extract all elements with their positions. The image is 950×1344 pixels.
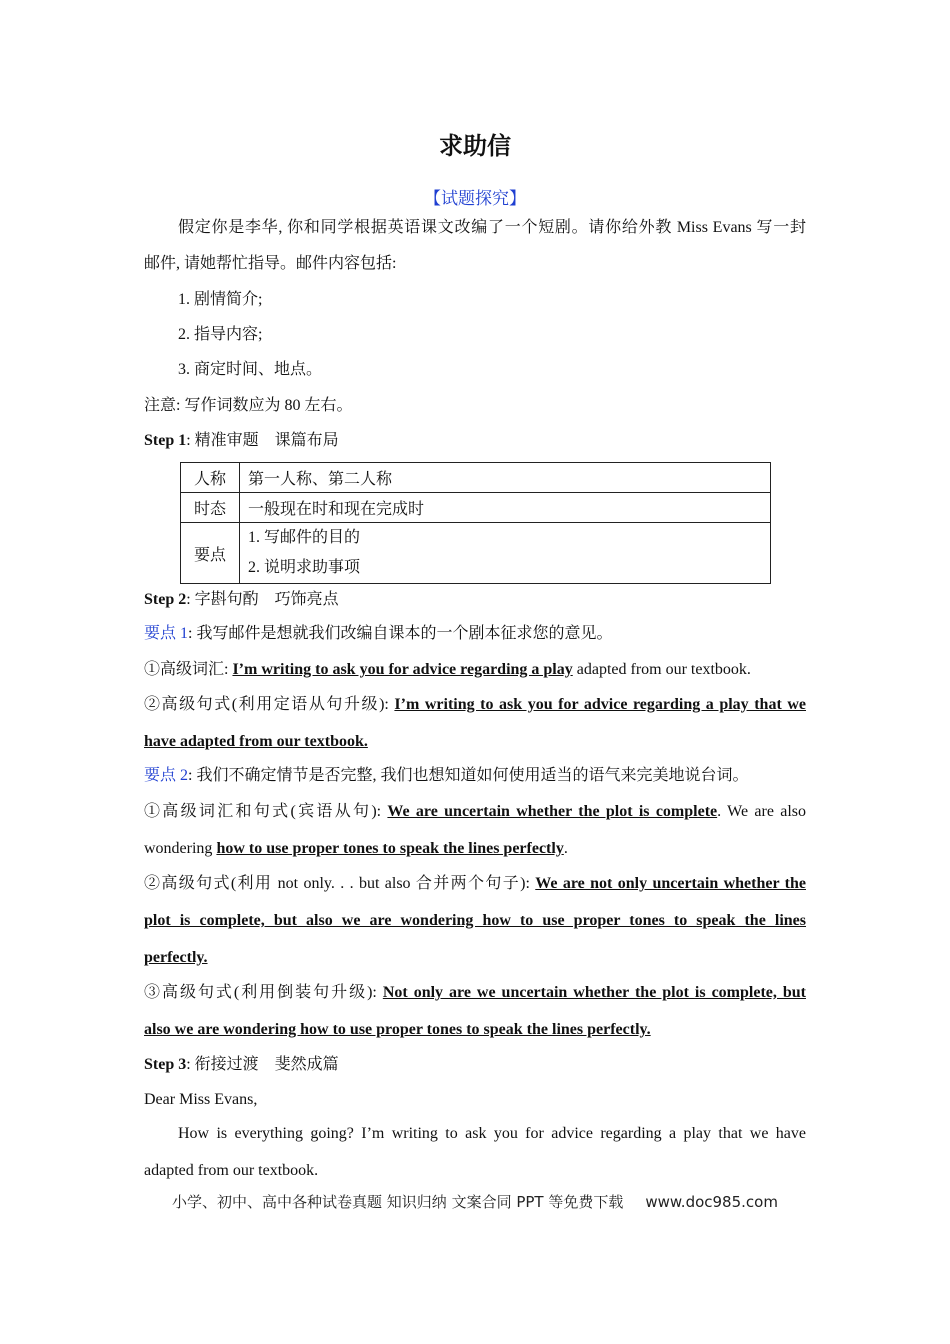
item-text: wondering [144, 840, 217, 857]
task-note: 注意: 写作词数应为 80 左右。 [144, 397, 353, 414]
item-prefix: ①高级词汇和句式(宾语从句): [144, 803, 388, 820]
step-1-text: : 精准审题 课篇布局 [186, 432, 339, 449]
highlight-text: also we are wondering how to use proper tones to speak the lines perfectly. [144, 1021, 651, 1038]
step-3-text: : 衔接过渡 斐然成篇 [186, 1056, 339, 1073]
highlight-text: I’m writing to ask you for advice regarding a play that we [394, 696, 806, 713]
letter-greeting: Dear Miss Evans, [144, 1091, 258, 1108]
point-2-c [144, 983, 806, 1003]
item-text: . We are also [717, 803, 807, 820]
table-value-line: 2. 说明求助事项 [248, 559, 361, 576]
point-1-heading [144, 624, 806, 644]
highlight-text: have adapted from our textbook. [144, 733, 368, 750]
page-footer [0, 1191, 950, 1212]
point-2-c-cont [144, 1020, 806, 1040]
point-2-text: : 我们不确定情节是否完整, 我们也想知道如何使用适当的语气来完美地说台词。 [188, 767, 749, 784]
step-2-heading [144, 590, 806, 610]
task-item-3: 3. 商定时间、地点。 [178, 361, 323, 378]
table-key: 人称 [181, 463, 240, 493]
highlight-text: We are uncertain whether the plot is complete [387, 803, 718, 820]
item-prefix: ②高级句式(利用 not only. . . but also 合并两个句子): [144, 875, 536, 892]
highlight-text: plot is complete, but also we are wondering how to use proper tones to speak the lines [144, 912, 806, 929]
item-prefix: ③高级句式(利用倒装句升级): [144, 984, 383, 1001]
step-2-label: Step 2 [144, 591, 187, 608]
table-value: 第一人称、第二人称 [240, 463, 771, 493]
point-2-a [144, 802, 806, 822]
table-row [181, 463, 771, 493]
page-title: 求助信 [439, 132, 511, 160]
table-row [181, 493, 771, 523]
point-1-a [144, 660, 806, 680]
analysis-table [180, 462, 771, 584]
highlight-text: We are not only uncertain whether the [535, 875, 806, 892]
point-2-b-end [144, 948, 806, 968]
highlight-text: Not only are we uncertain whether the plot is complete, but [382, 984, 806, 1001]
footer-text: 小学、初中、高中各种试卷真题 知识归纳 文案合同 PPT 等免费下载 [172, 1193, 624, 1211]
point-2-b [144, 874, 806, 894]
task-line-2: 邮件, 请她帮忙指导。邮件内容包括: [144, 255, 397, 272]
point-1-text: : 我写邮件是想就我们改编自课本的一个剧本征求您的意见。 [188, 625, 613, 642]
point-2-heading [144, 766, 806, 786]
point-1-b-cont [144, 732, 806, 752]
step-2-text: : 字斟句酌 巧饰亮点 [186, 591, 339, 608]
step-3-heading [144, 1055, 806, 1075]
highlight-text: how to use proper tones to speak the lines perfectly [216, 840, 564, 857]
section-label: 【试题探究】 [424, 189, 526, 208]
table-value-line: 1. 写邮件的目的 [248, 529, 361, 546]
point-2-b-cont [144, 911, 806, 931]
table-key: 要点 [181, 523, 240, 584]
step-1-heading [144, 431, 806, 451]
table-value: 一般现在时和现在完成时 [240, 493, 771, 523]
task-line-1: 假定你是李华, 你和同学根据英语课文改编了一个短剧。请你给外教 Miss Evans 写一封 [178, 219, 806, 236]
highlight-text: I’m writing to ask you for advice regarding a play [232, 661, 573, 678]
step-1-label: Step 1 [144, 432, 187, 449]
point-1-label: 要点 1 [144, 625, 189, 642]
highlight-text: perfectly. [144, 949, 208, 966]
table-key: 时态 [181, 493, 240, 523]
letter-body-line-2: adapted from our textbook. [144, 1162, 319, 1179]
table-value [240, 523, 771, 584]
item-text: . [563, 840, 568, 857]
point-2-label: 要点 2 [144, 767, 189, 784]
task-item-1: 1. 剧情简介; [178, 291, 263, 308]
table-row [181, 523, 771, 584]
point-2-a-cont [144, 839, 806, 859]
point-1-b [144, 695, 806, 715]
task-item-2: 2. 指导内容; [178, 326, 263, 343]
item-prefix: ②高级句式(利用定语从句升级): [144, 696, 395, 713]
footer-url[interactable]: www.doc985.com [645, 1193, 778, 1211]
item-prefix: ①高级词汇: [144, 661, 233, 678]
letter-body-line-1: How is everything going? I’m writing to ask you for advice regarding a play that we have [178, 1125, 806, 1142]
item-text: adapted from our textbook. [572, 661, 751, 678]
step-3-label: Step 3 [144, 1056, 187, 1073]
